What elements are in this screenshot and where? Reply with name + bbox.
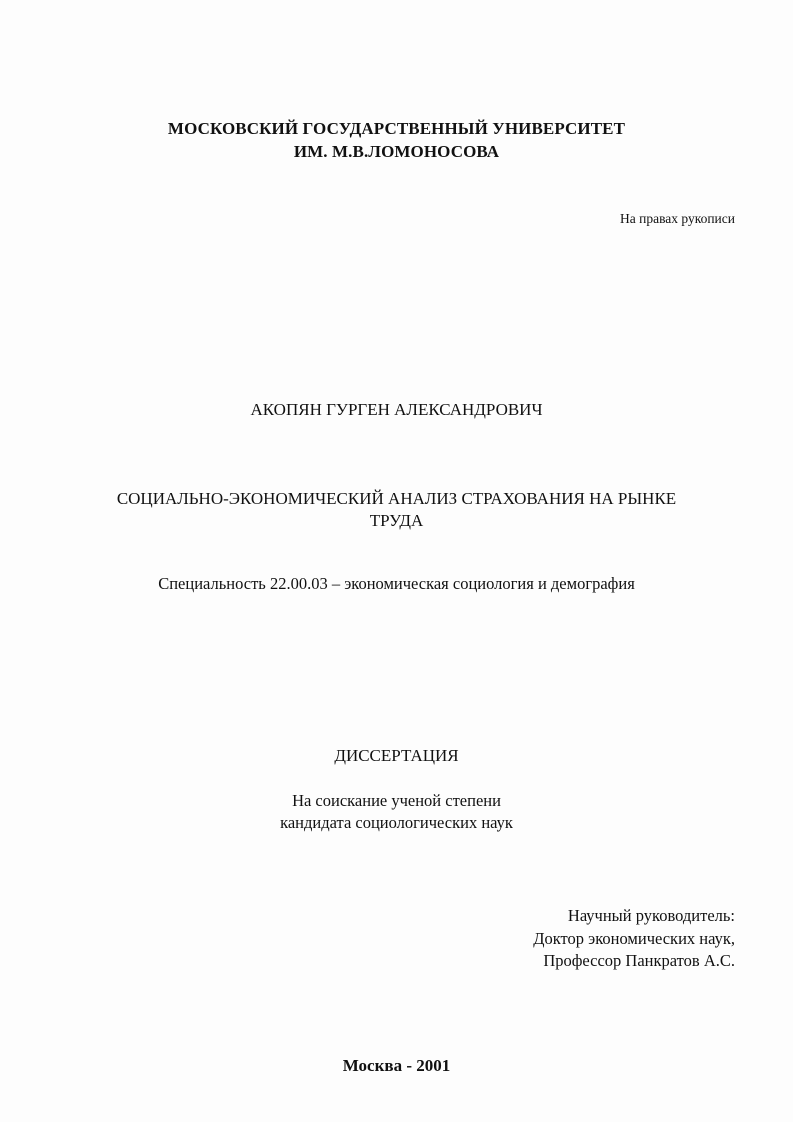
manuscript-note: На правах рукописи bbox=[619, 211, 735, 226]
degree-line2: кандидата социологических наук bbox=[280, 813, 513, 832]
university-name-line2: ИМ. М.В.ЛОМОНОСОВА bbox=[293, 142, 500, 161]
document-type-label: ДИССЕРТАЦИЯ bbox=[334, 746, 459, 765]
supervisor-degree: Доктор экономических наук, bbox=[533, 929, 735, 948]
specialty-line: Специальность 22.00.03 – экономическая социология и демография bbox=[158, 574, 635, 593]
thesis-title-line2: ТРУДА bbox=[369, 511, 424, 530]
place-year: Москва - 2001 bbox=[342, 1056, 451, 1075]
supervisor-label: Научный руководитель: bbox=[567, 906, 735, 925]
degree-line1: На соискание ученой степени bbox=[292, 791, 501, 810]
thesis-title-line1: СОЦИАЛЬНО-ЭКОНОМИЧЕСКИЙ АНАЛИЗ СТРАХОВАНИЯ НА РЫНКЕ bbox=[116, 489, 677, 508]
author-name: АКОПЯН ГУРГЕН АЛЕКСАНДРОВИЧ bbox=[250, 400, 543, 419]
supervisor-name: Профессор Панкратов А.С. bbox=[543, 951, 735, 970]
university-name-line1: МОСКОВСКИЙ ГОСУДАРСТВЕННЫЙ УНИВЕРСИТЕТ bbox=[167, 119, 626, 138]
